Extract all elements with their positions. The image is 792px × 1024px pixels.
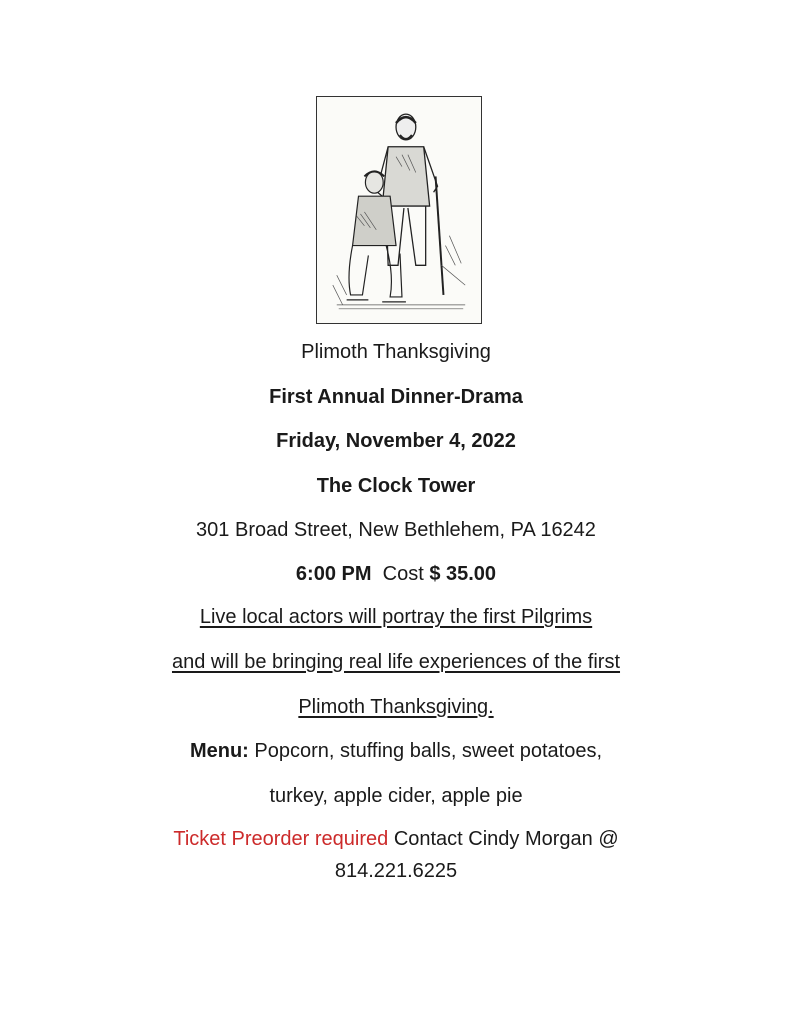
menu-line-1 [0, 738, 792, 764]
event-time: 6:00 PM [295, 563, 372, 585]
pilgrim-sketch-illustration [316, 96, 482, 324]
event-venue: The Clock Tower [316, 475, 476, 497]
menu-line-2: turkey, apple cider, apple pie [269, 785, 523, 807]
cost-label: Cost [382, 563, 424, 585]
event-subtitle: First Annual Dinner-Drama [269, 386, 523, 408]
cost-value: $ 35.00 [429, 563, 497, 585]
ticket-contact-line [0, 826, 792, 852]
menu-items-1: Popcorn, stuffing balls, sweet potatoes, [254, 740, 603, 762]
contact-text: Contact Cindy Morgan @ [393, 828, 619, 850]
description-line-1: Live local actors will portray the first Pilgrims [199, 606, 593, 628]
event-address: 301 Broad Street, New Bethlehem, PA 16242 [196, 519, 596, 541]
menu-label: Menu: [189, 740, 249, 762]
event-name: Plimoth Thanksgiving [301, 341, 491, 363]
contact-phone: 814.221.6225 [334, 860, 458, 882]
event-date: Friday, November 4, 2022 [276, 430, 516, 452]
description-line-2: and will be bringing real life experiences of the first [171, 651, 621, 673]
time-cost-line [0, 561, 792, 587]
ticket-notice: Ticket Preorder required [173, 828, 389, 850]
description-line-3: Plimoth Thanksgiving. [298, 696, 494, 718]
